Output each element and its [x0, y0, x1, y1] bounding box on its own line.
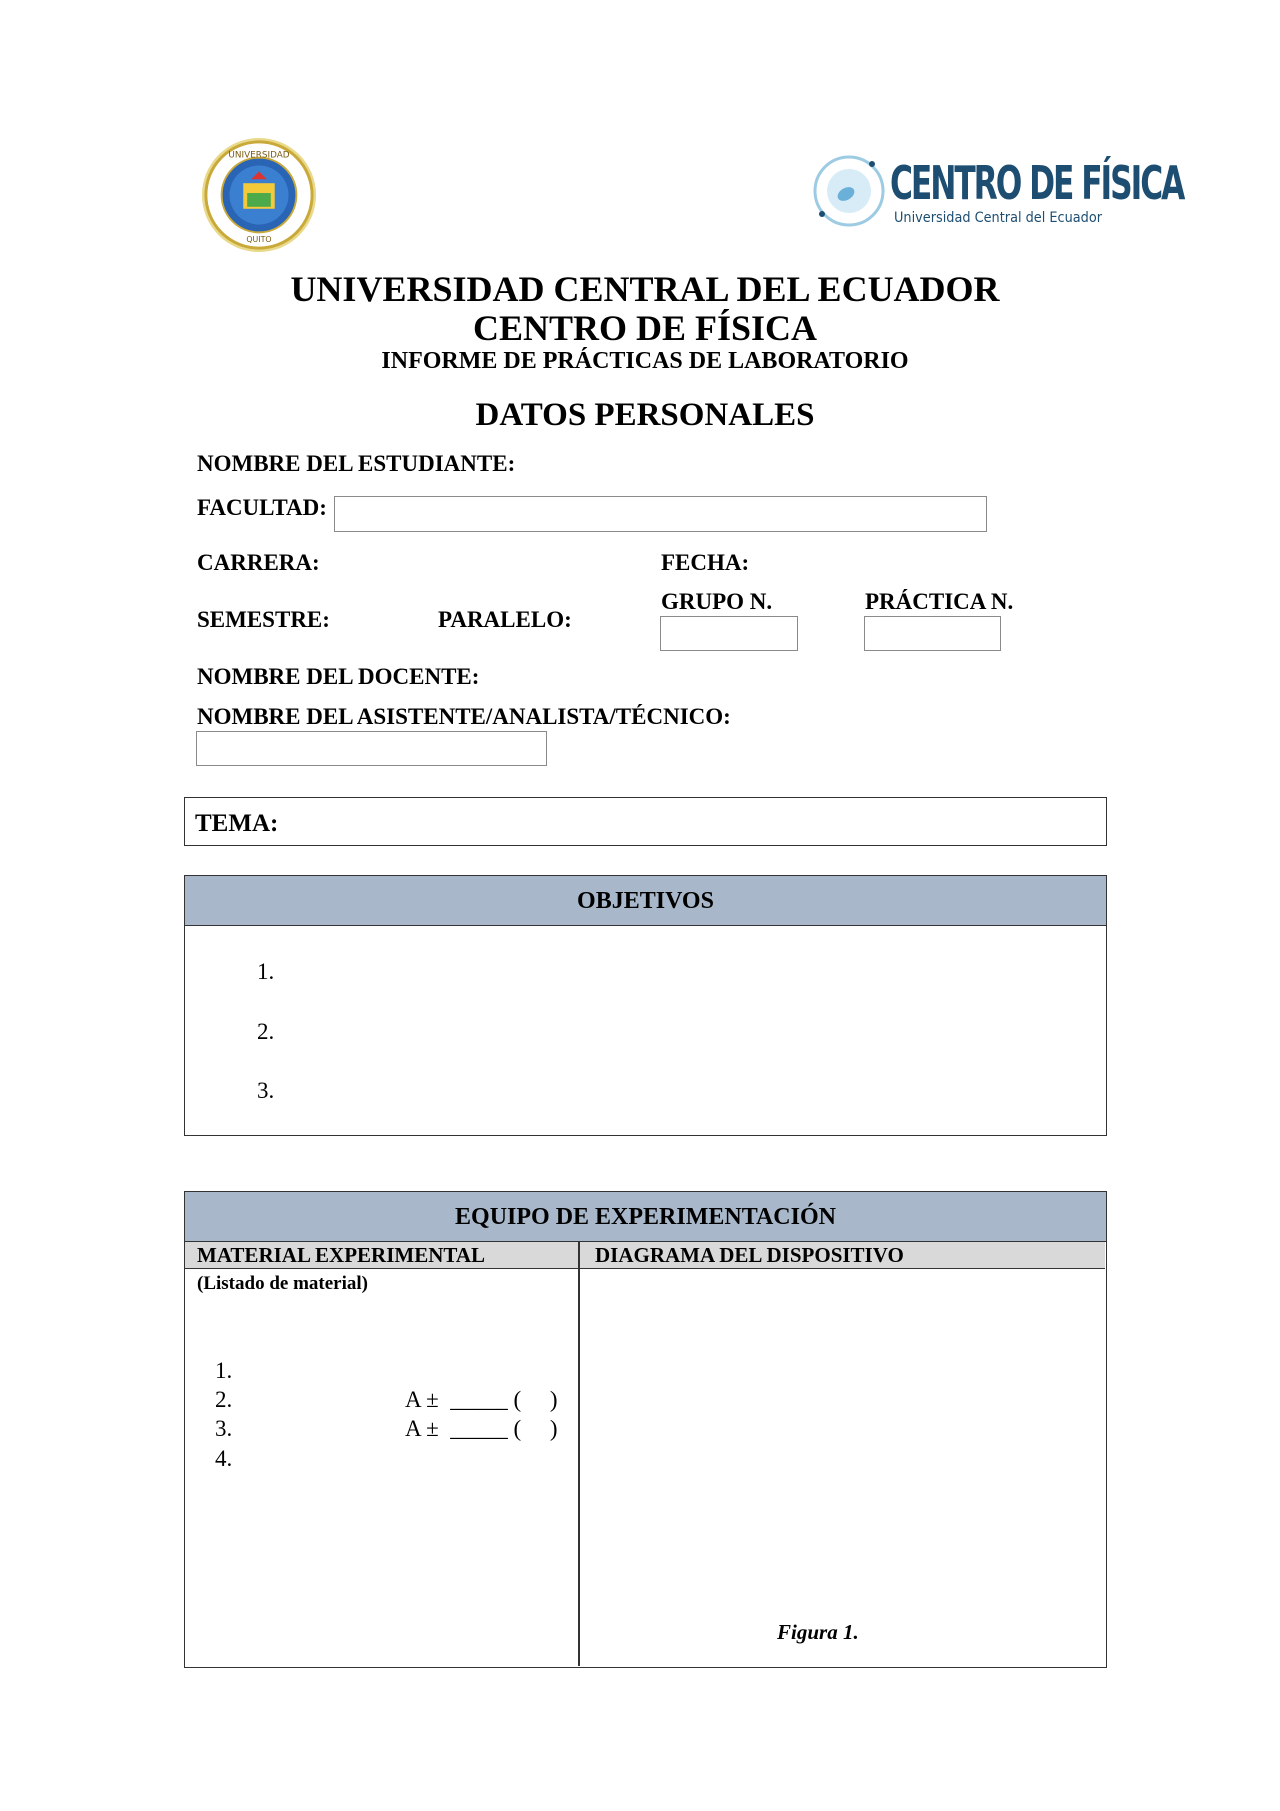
center-title: CENTRO DE FÍSICA: [472, 308, 818, 348]
svg-text:QUITO: QUITO: [246, 235, 272, 245]
faculty-input[interactable]: [334, 496, 987, 532]
centro-de-fisica-logo: [810, 150, 1184, 234]
objetivos-title: OBJETIVOS: [185, 876, 1106, 926]
tema-box[interactable]: [184, 797, 1107, 846]
equipo-title: EQUIPO DE EXPERIMENTACIÓN: [185, 1192, 1106, 1242]
diagram-header: DIAGRAMA DEL DISPOSITIVO: [579, 1242, 1105, 1269]
objetivo-item-1: 1.: [257, 959, 275, 984]
material-note: (Listado de material): [197, 1273, 368, 1294]
material-item-2: 2.: [215, 1387, 233, 1412]
objetivo-item-2: 2.: [257, 1019, 275, 1044]
career-label: CARRERA:: [197, 550, 320, 575]
material-item-3: 3.: [215, 1416, 233, 1441]
section-title: DATOS PERSONALES: [475, 397, 815, 433]
assistant-input[interactable]: [196, 731, 547, 766]
semester-label: SEMESTRE:: [197, 607, 330, 632]
logo-subtitle: Universidad Central del Ecuador: [894, 210, 1103, 226]
assistant-label: NOMBRE DEL ASISTENTE/ANALISTA/TÉCNICO:: [197, 704, 731, 729]
figure-caption: Figura 1.: [777, 1620, 859, 1644]
practice-input[interactable]: [864, 616, 1001, 651]
equipo-section: [184, 1191, 1107, 1668]
student-name-label: NOMBRE DEL ESTUDIANTE:: [197, 451, 516, 476]
university-seal-logo: [200, 136, 318, 254]
tema-label: TEMA:: [195, 810, 279, 837]
date-label: FECHA:: [661, 550, 750, 575]
material-item-1: 1.: [215, 1358, 233, 1383]
column-divider: [578, 1242, 580, 1666]
group-label: GRUPO N.: [661, 589, 773, 614]
objetivo-item-3: 3.: [257, 1078, 275, 1103]
faculty-label: FACULTAD:: [197, 495, 327, 520]
parallel-label: PARALELO:: [438, 607, 572, 632]
logo-title: CENTRO DE FÍSICA: [890, 156, 1184, 210]
objetivos-section: [184, 875, 1107, 1136]
precision-item-3: A ± _____ ( ): [405, 1416, 558, 1441]
atom-icon: [810, 152, 888, 230]
practice-label: PRÁCTICA N.: [865, 589, 1014, 614]
material-item-4: 4.: [215, 1446, 233, 1471]
precision-item-2: A ± _____ ( ): [405, 1387, 558, 1412]
group-input[interactable]: [660, 616, 798, 651]
report-title: INFORME DE PRÁCTICAS DE LABORATORIO: [381, 348, 909, 374]
material-header: MATERIAL EXPERIMENTAL: [185, 1242, 579, 1269]
svg-text:UNIVERSIDAD: UNIVERSIDAD: [228, 150, 290, 161]
university-title: UNIVERSIDAD CENTRAL DEL ECUADOR: [290, 269, 1000, 309]
teacher-label: NOMBRE DEL DOCENTE:: [197, 664, 480, 689]
